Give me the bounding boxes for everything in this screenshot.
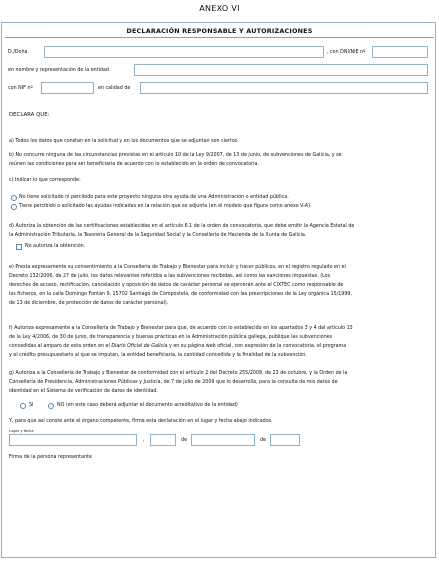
nif-label: con NIF nº <box>8 86 33 91</box>
de-label-1: de <box>181 438 187 443</box>
dni-label: , con DNI/NIE nº <box>327 50 366 55</box>
item-a: a) Todos los datos que constan en la solicitud y en los documentos que se adjuntan son ciertos. <box>9 139 239 144</box>
signature-label: Firma de la persona representante <box>9 455 92 460</box>
item-d-line2: la Administración Tributaria, la Tesorería General de la Seguridad Social y la Consellería de Hacienda de la Xunta de Galicia. <box>9 233 307 238</box>
item-g-line1: g) Autoriza a la Consellería de Trabajo y Bienestar de conformidad con el artículo 2 del Decreto 255/2008, de 23 de octubre, y la Orden de la <box>9 371 348 376</box>
entity-field[interactable] <box>134 64 428 76</box>
item-f-line2: de la Ley 4/2006, de 30 de junio, de transparencia y buenas prácticas en la Administración pública gallega, publique las subvenciones <box>9 335 333 340</box>
dni-field[interactable] <box>372 46 428 58</box>
f3-diario-italic: Diario Oficial de Galicia <box>111 344 168 349</box>
item-b-line1: b) No concurre ninguna de las circunstancias previstas en el artículo 10 de la Ley 9/2007, de 13 de junio, de subvenciones de Galicia, y se <box>9 153 342 158</box>
item-f-line1: f) Autoriza expresamente a la Consellería de Trabajo y Bienestar para que, de acuerdo con lo establecido en los apartados 3 y 4 del artículo 13 <box>9 326 353 331</box>
name-field[interactable] <box>44 46 324 58</box>
g-si-radio[interactable] <box>20 403 26 409</box>
capacity-field[interactable] <box>140 82 428 94</box>
item-e-line5: de 13 de diciembre, de protección de datos de carácter personal). <box>9 301 169 306</box>
item-g-line2: Consellería de Presidencia, Administraciones Públicas y Justicia, de 7 de julio de 2009 que lo desarrolla, para la consulta de mis datos de <box>9 380 338 385</box>
subtitle-divider <box>5 37 434 38</box>
g-no-radio[interactable] <box>48 403 54 409</box>
c-option2-radio[interactable] <box>11 204 17 210</box>
g-si-label: SI <box>29 403 34 408</box>
capacity-label: en calidad de <box>98 86 131 91</box>
name-label: D./Doña <box>8 50 28 55</box>
c-option1-radio[interactable] <box>11 195 17 201</box>
item-f-line4: y el crédito presupuestario al que se imputan, la entidad beneficiaria, la cantidad concedida y la finalidad de la subvención. <box>9 353 307 358</box>
place-date-label: Lugar y fecha <box>9 429 34 433</box>
item-g-line3: identidad en el Sistema de verificación de datos de identidad. <box>9 389 158 394</box>
item-b-line2: reúnen las condiciones para ser beneficiaria de acuerdo con lo establecido en la orden de convocatoria. <box>9 162 259 167</box>
place-field[interactable] <box>9 434 137 446</box>
item-f-line3 <box>9 343 431 351</box>
g-no-label: NO (en este caso deberá adjuntar el documento acreditativo de la entidad) <box>57 403 238 408</box>
nif-field[interactable] <box>41 82 94 94</box>
item-d-line1: d) Autoriza la obtención de las certificaciones establecidas en el artículo 6.1 de la orden de convocatoria, que debe emitir la Agencia Estatal de <box>9 224 355 229</box>
representation-label: en nombre y representación de la entidad <box>8 68 109 73</box>
declara-heading: DECLARA QUE: <box>9 112 50 118</box>
month-field[interactable] <box>191 434 255 446</box>
comma-separator: , <box>143 438 145 443</box>
c-option1-label: No tiene solicitado ni percibido para este proyecto ninguna otra ayuda de una Administración o entidad pública. <box>19 195 289 200</box>
de-label-2: de <box>260 438 266 443</box>
form-subtitle: DECLARACIÓN RESPONSABLE Y AUTORIZACIONES <box>126 27 313 35</box>
day-field[interactable] <box>150 434 176 446</box>
f3-text-a: concedidas al amparo de esta orden en el <box>9 344 112 349</box>
c-option2-label: Tiene percibido o solicitado las ayudas indicadas en la relación que se adjunta (en el modelo que figura como anexo V-A). <box>19 204 312 209</box>
d-no-authorize-checkbox[interactable] <box>16 244 22 250</box>
item-c: c) Indicar lo que corresponde: <box>9 178 81 183</box>
form-frame <box>1 22 436 558</box>
item-e-line3: derechos de acceso, rectificación, cancelación y oposición de datos de carácter personal se ejercerán ante el CIXTEC como responsable de <box>9 283 344 288</box>
year-field[interactable] <box>270 434 300 446</box>
f3-text-b: y en su página web oficial, con expresión de la convocatoria, el programa <box>167 344 347 349</box>
closing-statement: Y, para que así conste ante el órgano competente, firma esta declaración en el lugar y fecha abajo indicados. <box>9 419 273 424</box>
item-e-line1: e) Presta expresamente su consentimiento a la Consellería de Trabajo y Bienestar para incluir y hacer públicos, en el registro regulado en el <box>9 265 346 270</box>
d-no-authorize-label: No autoriza la obtención. <box>25 244 86 249</box>
item-e-line4: los ficheros, en la calle Domingo Fontán 9, 15702 Santiago de Compostela, de conformidad con las prescripciones de la Ley orgánica 15/1999, <box>9 292 352 297</box>
page-title: ANEXO VI <box>199 4 240 13</box>
item-e-line2: Decreto 132/2006, de 27 de julio, los datos relevantes referidos a las subvenciones recibidas, así como las sanciones impuestas. (Los <box>9 274 331 279</box>
